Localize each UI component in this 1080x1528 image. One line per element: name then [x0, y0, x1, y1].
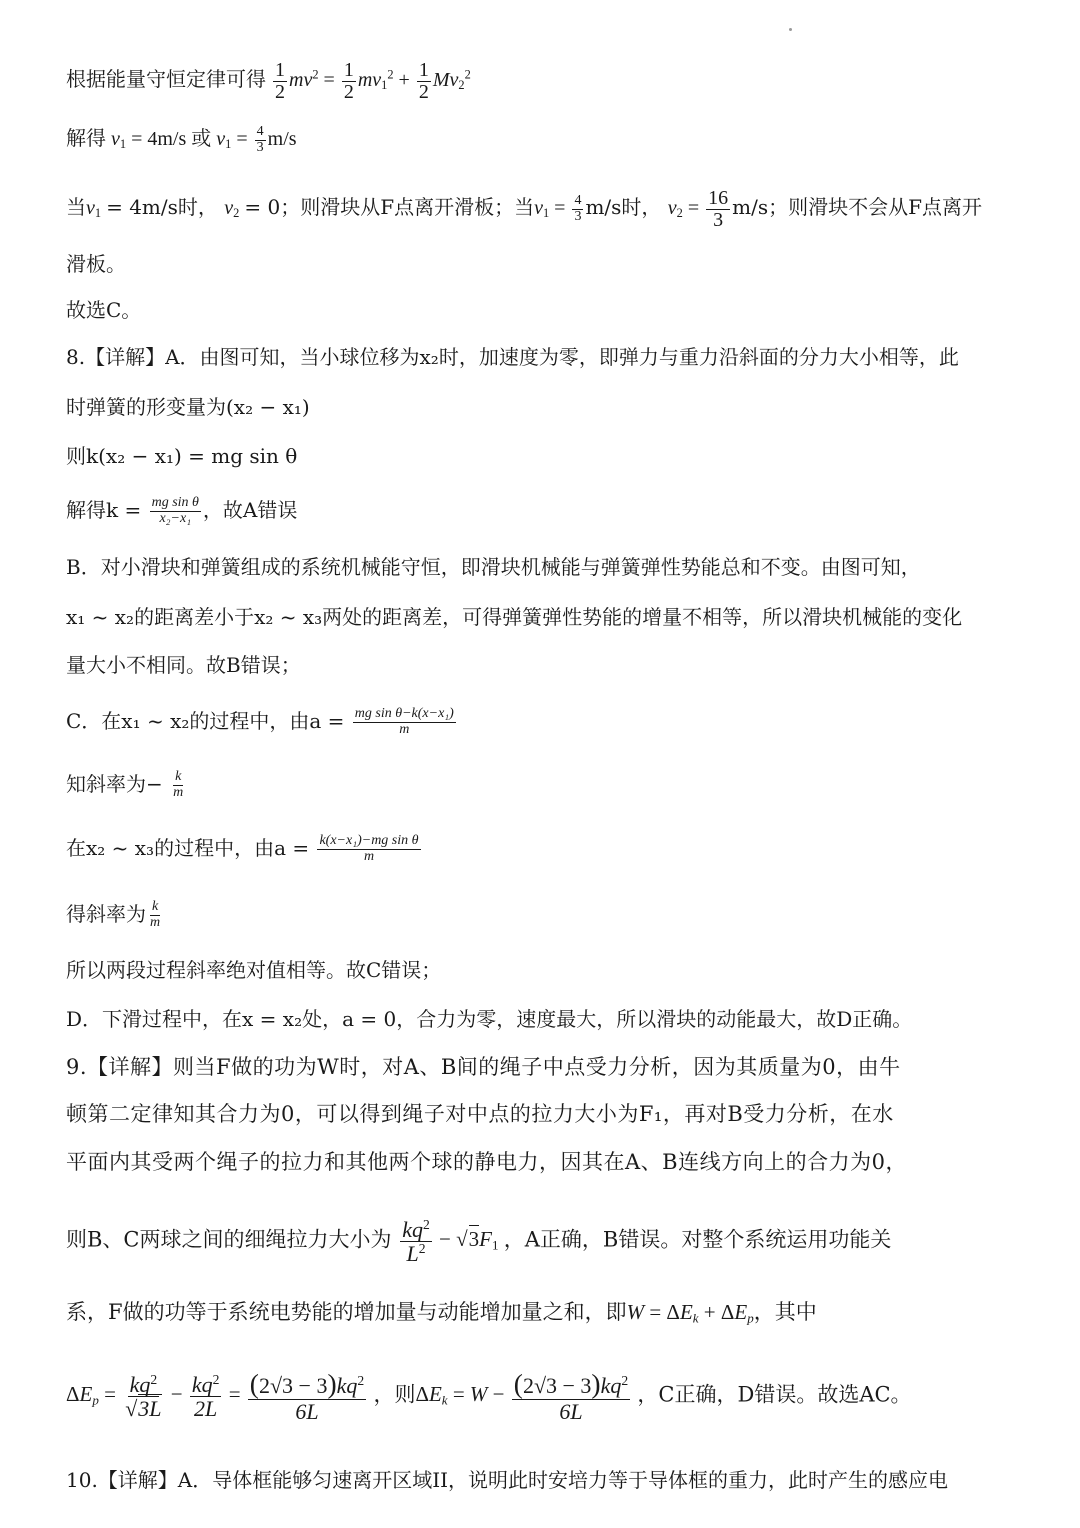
line-q8-c: C．在x₁ ~ x₂的过程中，由a = $\frac{\text{mg sin θ−k(x−x₁)}}{m}$: [66, 706, 454, 737]
line-q9-3: 平面内其受两个绳子的拉力和其他两个球的静电力，因其在A、B连线方向上的合力为0，: [66, 1150, 907, 1174]
line-q8-slope2: 得斜率为 $\frac{k}{m}$: [66, 899, 161, 930]
line-q9-1: 9.【详解】则当F做的功为W时，对A、B间的绳子中点受力分析，因为其质量为0，由牛: [66, 1055, 901, 1079]
line-q8-eq: 则k(x₂ − x₁) = mg sin θ: [66, 444, 298, 468]
line-cases: 当$v_1 = 4m/s$时， $v_2 = 0$；则滑块从F点离开滑板；当$v_1$ = $\frac{4}{3}$ m/s时， $v_2$ = $\frac{16}{3}$ m/s；则滑块不会从F点离开: [66, 187, 982, 231]
line-q8-d: D．下滑过程中，在x = x₂处，a = 0，合力为零，速度最大，所以滑块的动能最大，故D正确。: [66, 1007, 913, 1031]
line-q8-c2: 在x₂ ~ x₃的过程中，由a = $\frac{\text{k(x−x₁)−mg sin θ}}{m}$: [66, 833, 419, 864]
line-q8-c3: 所以两段过程斜率绝对值相等。故C错误；: [66, 958, 442, 982]
scan-dot: [789, 28, 792, 31]
line-q8-b2: x₁ ~ x₂的距离差小于x₂ ~ x₃两处的距离差，可得弹簧弹性势能的增量不相等，所以滑块机械能的变化: [66, 605, 963, 629]
line-q8-slope1: 知斜率为− $\frac{k}{m}$: [66, 769, 184, 800]
line-q8-deform: 时弹簧的形变量为(x₂ − x₁): [66, 395, 310, 419]
line-q8-b: B．对小滑块和弹簧组成的系统机械能守恒，即滑块机械能与弹簧弹性势能总和不变。由图可知，: [66, 555, 921, 579]
line-q9-6: $\Delta E_p$ = $\frac{kq^2}{√3L}$ − $\frac{kq^2}{2L}$ = $\frac{(2√3 - 3)kq^2}{6L}$ ，则$\Delta E_k = W$ − $\frac{(2√3 - 3)kq^2}{6L}$ ，C正确，D错误。故选AC。: [66, 1368, 912, 1424]
line-q9-5: 系，F做的功等于系统电势能的增加量与动能增加量之和，即$W = \Delta E_k + \Delta E_p$，其中: [66, 1300, 817, 1326]
line-q9-4: 则B、C两球之间的细绳拉力大小为 $\frac{kq^2}{L^2}$ − $√3F_1$ ，A正确，B错误。对整个系统运用功能关: [66, 1216, 892, 1267]
line-q10: 10.【详解】A．导体框能够匀速离开区域II，说明此时安培力等于导体框的重力，此时产生的感应电: [66, 1468, 949, 1492]
line-q9-2: 顿第二定律知其合力为0，可以得到绳子对中点的拉力大小为F₁，再对B受力分析，在水: [66, 1102, 894, 1126]
line-q8-k: 解得k = $\frac{\text{mg sin θ}}{\text{x₂−x₁}}$ ，故A错误: [66, 495, 298, 526]
line-q8-a: 8.【详解】A．由图可知，当小球位移为x₂时，加速度为零，即弹力与重力沿斜面的分力大小相等，此: [66, 345, 959, 369]
line-answer-c: 故选C。: [66, 298, 142, 322]
line-q8-b3: 量大小不相同。故B错误；: [66, 653, 301, 677]
line-energy-conservation: 根据能量守恒定律可得 $\frac{1}{2}$ $mv^2$ = $\frac{1}{2}$ $mv_1^2$ + $\frac{1}{2}$ $Mv_2^2$: [66, 59, 471, 103]
line-solve-v1: 解得 $v_1 = 4m/s$ 或 $v_1$ = $\frac{4}{3}$ m/s: [66, 124, 297, 155]
line-slide-board: 滑板。: [66, 252, 126, 276]
